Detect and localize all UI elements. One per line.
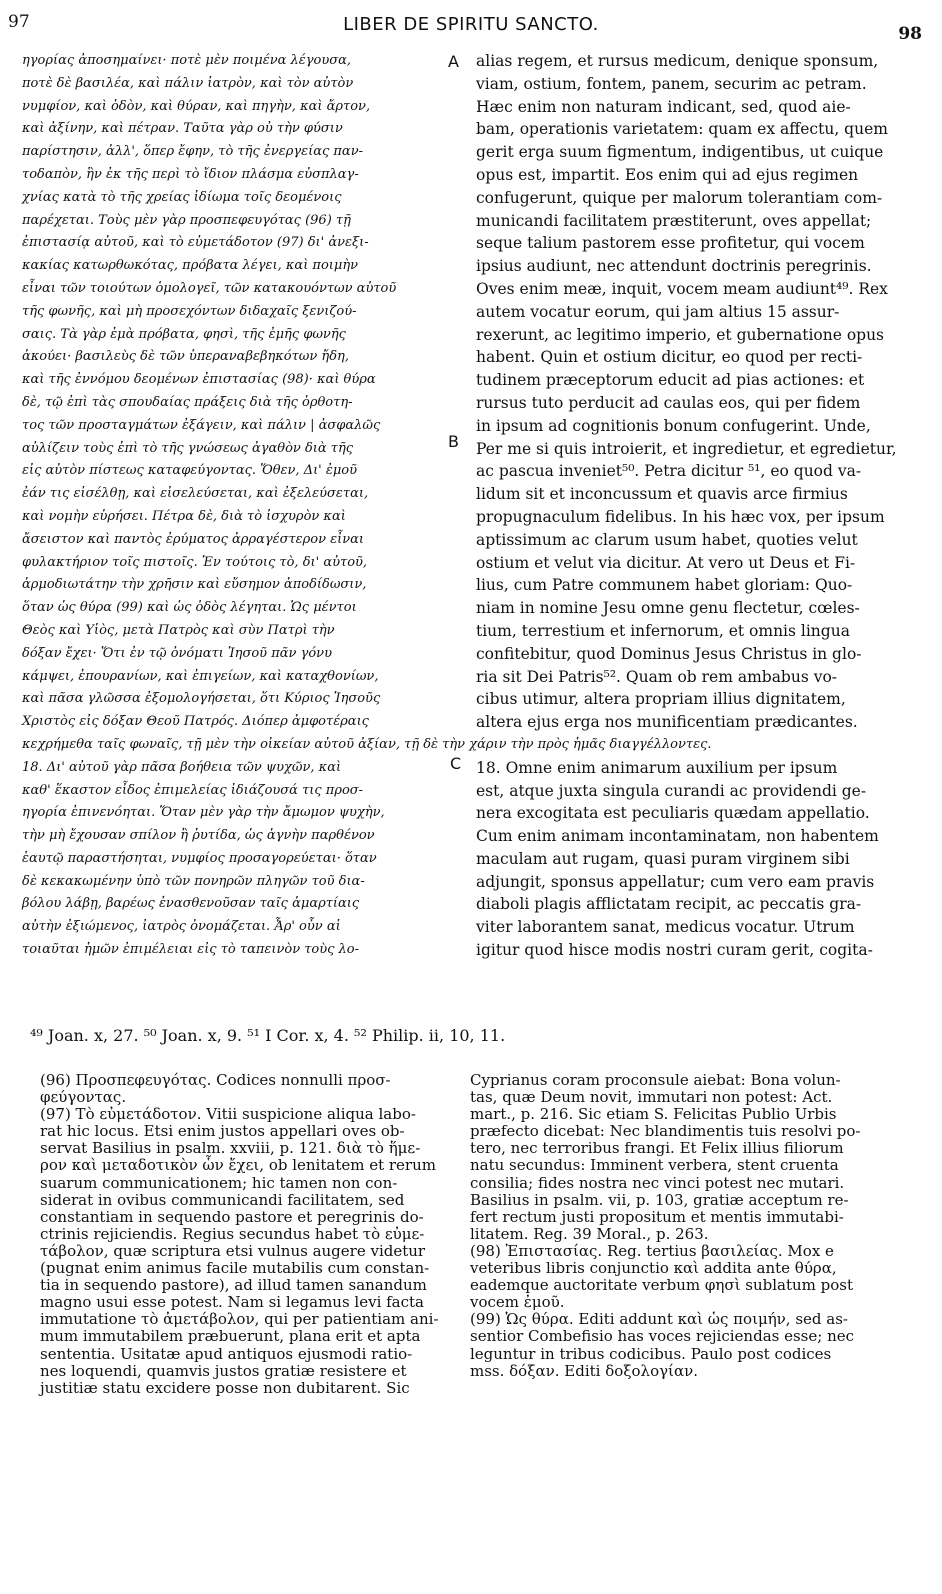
latin-line: igitur quod hisce modis nostri curam gerit, cogita- — [476, 941, 873, 960]
greek-line: ὅταν ὡς θύρα (99) καὶ ὡς ὁδὸς λέγηται. Ὡς μέντοι — [22, 600, 357, 616]
latin-line: propugnaculum fidelibus. In his hæc vox, per ipsum — [476, 507, 885, 526]
greek-line: αὐλίζειν τοὺς ἐπὶ τὸ τῆς γνώσεως ἀγαθὸν διὰ τῆς — [22, 440, 354, 456]
latin-line: gerit erga suum figmentum, indigentibus, ut cuique — [476, 143, 884, 162]
page-number-left: 97 — [8, 12, 30, 32]
greek-line: κεχρήμεθα ταῖς φωναῖς, τῇ μὲν τὴν οἰκείαν αὐτοῦ ἀξίαν, τῇ δὲ τὴν χάριν τὴν πρὸς ἡμᾶς διαγγέλλοντες. — [22, 736, 712, 752]
greek-line: ἁρμοδιωτάτην τὴν χρῆσιν καὶ εὔσημον ἀποδίδωσιν, — [22, 577, 367, 593]
latin-line: municandi facilitatem præstiterunt, oves appellat; — [476, 211, 872, 230]
latin-line: viter laborantem sanat, medicus vocatur. Utrum — [476, 918, 855, 937]
greek-line: χνίας κατὰ τὸ τῆς χρείας ἰδίωμα τοῖς δεομένοις — [22, 189, 342, 205]
greek-line: δόξαν ἔχει· Ὅτι ἐν τῷ ὀνόματι Ἰησοῦ πᾶν γόνυ — [22, 645, 332, 661]
commentary-line: immutatione τὸ ἀμετάβολον, qui per patientiam ani- — [40, 1310, 439, 1329]
commentary-line: præfecto dicebat: Nec blandimentis tuis resolvi po- — [470, 1122, 861, 1141]
latin-line: est, atque juxta singula curandi ac providendi ge- — [476, 781, 867, 800]
margin-marker-b: B — [448, 432, 459, 451]
latin-line: ria sit Dei Patris⁵². Quam ob rem ambabus vo- — [476, 667, 838, 686]
commentary-line: fert rectum justi propositum et mentis immutabi- — [470, 1207, 844, 1226]
commentary-line: nes loquendi, quamvis justos gratiæ resistere et — [40, 1361, 407, 1380]
greek-line: νυμφίον, καὶ ὁδὸν, καὶ θύραν, καὶ πηγὴν, καὶ ἄρτον, — [22, 98, 371, 114]
greek-line: κακίας κατωρθωκότας, πρόβατα λέγει, καὶ ποιμὴν — [22, 258, 359, 274]
greek-line: φυλακτήριον τοῖς πιστοῖς. Ἐν τούτοις τὸ, δι' αὐτοῦ, — [22, 554, 368, 570]
latin-line: autem vocatur eorum, qui jam altius 15 assur- — [476, 302, 840, 321]
commentary-line: veteribus libris conjunctio καὶ addita ante θύρα, — [470, 1259, 837, 1278]
commentary-line: sententia. Usitatæ apud antiquos ejusmodi ratio- — [40, 1344, 413, 1363]
greek-line: Θεὸς καὶ Υἱὸς, μετὰ Πατρὸς καὶ σὺν Πατρὶ τὴν — [22, 622, 335, 638]
latin-line: alias regem, et rursus medicum, denique sponsum, — [476, 52, 879, 70]
latin-line: niam in nomine Jesu omne genu flectetur, cœles- — [476, 599, 860, 618]
latin-line: altera ejus erga nos munificentiam prædicantes. — [476, 713, 858, 732]
commentary-line: justitiæ statu excidere posse non dubitarent. Sic — [40, 1378, 410, 1397]
latin-line: nera excogitata est peculiaris quædam appellatio. — [476, 804, 870, 823]
greek-line: σαις. Τὰ γὰρ ἐμὰ πρόβατα, φησὶ, τῆς ἐμῆς φωνῆς — [22, 326, 346, 342]
commentary-line: tero, nec terroribus frangi. Et Felix illius filiorum — [470, 1139, 844, 1158]
commentary-line: servat Basilius in psalm. xxviii, p. 121. διὰ τὸ ἥμε- — [40, 1139, 421, 1158]
commentary-line: vocem ἐμοῦ. — [470, 1293, 565, 1312]
latin-line: confugerunt, quique per malorum tolerantiam com- — [476, 188, 883, 207]
latin-line: cibus utimur, altera propriam illius dignitatem, — [476, 690, 846, 709]
greek-line: καὶ τῆς ἐννόμου δεομένων ἐπιστασίας (98)· καὶ θύρα — [22, 372, 376, 388]
commentary-line: Basilius in psalm. vii, p. 103, gratiæ acceptum re- — [470, 1190, 849, 1209]
margin-marker-c: C — [450, 754, 462, 773]
commentary-line: litatem. Reg. 39 Moral., p. 263. — [470, 1224, 709, 1243]
latin-text-column — [476, 50, 936, 962]
greek-line: τῆς φωνῆς, καὶ μὴ προσεχόντων διδαχαῖς ξενιζού- — [22, 303, 357, 319]
commentary-line: φεύγοντας. — [40, 1088, 127, 1107]
greek-line: καὶ νομὴν εὑρήσει. Πέτρα δὲ, διὰ τὸ ἰσχυρὸν καὶ — [22, 508, 346, 524]
greek-line: παρέχεται. Τοὺς μὲν γὰρ προσπεφευγότας (96) τῇ — [22, 212, 351, 228]
greek-line: ἀκούει· βασιλεὺς δὲ τῶν ὑπεραναβεβηκότων ἤδη, — [22, 349, 349, 365]
scripture-footnotes: ⁴⁹ Joan. x, 27. ⁵⁰ Joan. x, 9. ⁵¹ I Cor. x, 4. ⁵² Philip. ii, 10, 11. — [30, 1026, 506, 1045]
latin-line: adjungit, sponsus appellatur; cum vero eam pravis — [476, 872, 875, 891]
latin-line: maculam aut rugam, quasi puram virginem sibi — [476, 849, 850, 868]
latin-line: rexerunt, ac legitimo imperio, et gubernatione opus — [476, 325, 885, 344]
greek-line: καὶ πᾶσα γλῶσσα ἐξομολογήσεται, ὅτι Κύριος Ἰησοῦς — [22, 691, 381, 707]
commentary-line: tia in sequendo pastore), ad illud tamen sanandum — [40, 1276, 427, 1295]
greek-line: αὐτὴν ἐξιώμενος, ἰατρὸς ὀνομάζεται. Ἆρ' οὖν αἱ — [22, 919, 341, 935]
greek-line: καθ' ἕκαστον εἶδος ἐπιμελείας ἰδιάζουσά τις προσ- — [22, 782, 364, 798]
commentary-line: tas, quæ Deum novit, immutari non potest: Act. — [470, 1088, 833, 1107]
commentary-line: constantiam in sequendo pastore et peregrinis do- — [40, 1207, 424, 1226]
commentary-line: ctrinis rejiciendis. Regius secundus habet τὸ εὐμε- — [40, 1224, 425, 1243]
greek-line: παρίστησιν, ἀλλ', ὅπερ ἔφην, τὸ τῆς ἐνεργείας παν- — [22, 144, 364, 160]
latin-line: Oves enim meæ, inquit, vocem meam audiunt⁴⁹. Rex — [476, 279, 888, 298]
greek-line: 18. Δι' αὐτοῦ γὰρ πᾶσα βοήθεια τῶν ψυχῶν, καὶ — [22, 759, 342, 775]
latin-line: bam, operationis varietatem: quam ex affectu, quem — [476, 120, 888, 139]
greek-line: δὲ κεκακωμένην ὑπὸ τῶν πονηρῶν πληγῶν τοῦ δια- — [22, 873, 365, 889]
commentary-line: (97) Τὸ εὐμετάδοτον. Vitii suspicione aliqua labo- — [40, 1105, 416, 1124]
commentary-line: natu secundus: Imminent verbera, stent cruenta — [470, 1156, 839, 1175]
latin-line: ostium et velut via dicitur. At vero ut Deus et Fi- — [476, 553, 856, 572]
commentary-line: suarum communicationem; hic tamen non con- — [40, 1173, 398, 1192]
latin-line: rursus tuto perducit ad caulas eos, qui per fidem — [476, 393, 861, 412]
latin-line: Hæc enim non naturam indicant, sed, quod aie- — [476, 97, 851, 116]
latin-line: confitebitur, quod Dominus Jesus Christus in glo- — [476, 644, 862, 663]
greek-line: ηγορία ἐπινενόηται. Ὅταν μὲν γὰρ τὴν ἄμωμον ψυχὴν, — [22, 805, 385, 821]
commentary-line: eademque auctoritate verbum φησὶ sublatum post — [470, 1276, 853, 1295]
greek-line: τος τῶν προσταγμάτων ἐξάγειν, καὶ πάλιν | ἀσφαλῶς — [22, 417, 381, 433]
latin-line: habent. Quin et ostium dicitur, eo quod per recti- — [476, 348, 863, 367]
greek-line: εἶναι τῶν τοιούτων ὁμολογεῖ, τῶν κατακουόντων αὐτοῦ — [22, 280, 397, 296]
latin-line: viam, ostium, fontem, panem, securim ac petram. — [476, 74, 867, 93]
commentary-line: sentior Combefisio has voces rejiciendas esse; nec — [470, 1327, 855, 1346]
greek-line: ἄσειστον καὶ παντὸς ἐρύματος ἀρραγέστερον εἶναι — [22, 531, 365, 547]
latin-line: seque talium pastorem esse profitetur, qui vocem — [476, 234, 865, 253]
greek-line: τὴν μὴ ἔχουσαν σπίλον ἢ ῥυτίδα, ὡς ἁγνὴν παρθένον — [22, 828, 375, 844]
commentary-left-column — [40, 1072, 450, 1397]
commentary-line: leguntur in tribus codicibus. Paulo post codices — [470, 1344, 832, 1363]
greek-line: Χριστὸς εἰς δόξαν Θεοῦ Πατρός. Διόπερ ἀμφοτέραις — [22, 714, 369, 730]
commentary-line: rat hic locus. Etsi enim justos appellari oves ob- — [40, 1122, 405, 1141]
greek-line: κάμψει, ἐπουρανίων, καὶ ἐπιγείων, καὶ καταχθονίων, — [22, 668, 379, 684]
latin-line: in ipsum ad cognitionis bonum confugerint. Unde, — [476, 416, 871, 435]
commentary-line: consilia; fides nostra nec vinci potest nec mutari. — [470, 1173, 845, 1192]
greek-line: καὶ ἀξίνην, καὶ πέτραν. Ταῦτα γὰρ οὐ τὴν φύσιν — [22, 121, 343, 137]
running-title: LIBER DE SPIRITU SANCTO. — [343, 14, 599, 35]
latin-line: ac pascua inveniet⁵⁰. Petra dicitur ⁵¹, eo quod va- — [476, 462, 862, 481]
latin-line: Per me si quis introierit, et ingredietur, et egredietur, — [476, 439, 897, 458]
commentary-line: ρον καὶ μεταδοτικὸν ὧν ἔχει, ob lenitatem et rerum — [40, 1156, 436, 1175]
margin-marker-a: A — [448, 52, 459, 71]
commentary-line: Cyprianus coram proconsule aiebat: Bona volun- — [470, 1071, 841, 1089]
page-number-right: 98 — [898, 24, 922, 44]
greek-line: ἐάν τις εἰσέλθῃ, καὶ εἰσελεύσεται, καὶ ἐξελεύσεται, — [22, 486, 369, 502]
latin-line: tudinem præceptorum educit ad pias actiones: et — [476, 371, 865, 390]
latin-line: ipsius audiunt, nec attendunt doctrinis peregrinis. — [476, 257, 872, 276]
commentary-line: mss. δόξαν. Editi δοξολογίαν. — [470, 1361, 698, 1380]
greek-line: ποτὲ δὲ βασιλέα, καὶ πάλιν ἰατρὸν, καὶ τὸν αὐτὸν — [22, 75, 354, 91]
latin-line: tium, terrestium et infernorum, et omnis lingua — [476, 621, 850, 640]
greek-line: εἰς αὐτὸν πίστεως καταφεύγοντας. Ὅθεν, Δι' ἐμοῦ — [22, 463, 358, 479]
greek-line: ἐπιστασίᾳ αὐτοῦ, καὶ τὸ εὐμετάδοτον (97) δι' ἀνεξι- — [22, 235, 369, 251]
latin-line: opus est, impartit. Eos enim qui ad ejus regimen — [476, 165, 859, 184]
commentary-line: τάβολον, quæ scriptura etsi vulnus augere videtur — [40, 1241, 426, 1260]
commentary-right-column — [470, 1072, 910, 1380]
greek-line: ἑαυτῷ παραστήσηται, νυμφίος προσαγορεύεται· ὅταν — [22, 850, 377, 866]
latin-line: diaboli plagis afflictatam recipit, ac peccatis gra- — [476, 895, 862, 914]
commentary-line: siderat in ovibus communicandi facilitatem, sed — [40, 1190, 405, 1209]
commentary-line: mum immutabilem præbuerunt, plana erit et apta — [40, 1327, 421, 1346]
greek-line: ηγορίας ἀποσημαίνει· ποτὲ μὲν ποιμένα λέγουσα, — [22, 53, 352, 68]
commentary-line: (98) Ἐπιστασίας. Reg. tertius βασιλείας. Mox e — [470, 1241, 834, 1260]
commentary-line: mart., p. 216. Sic etiam S. Felicitas Publio Urbis — [470, 1105, 837, 1124]
latin-line — [476, 734, 936, 757]
greek-line: τοδαπὸν, ἣν ἐκ τῆς περὶ τὸ ἴδιον πλάσμα εὐσπλαγ- — [22, 166, 359, 182]
greek-line: βόλου λάβῃ, βαρέως ἐνασθενοῦσαν ταῖς ἁμαρτίαις — [22, 896, 360, 912]
latin-line: Cum enim animam incontaminatam, non habentem — [476, 827, 879, 846]
commentary-line: magno usui esse potest. Nam si legamus levi facta — [40, 1293, 425, 1312]
greek-line: δὲ, τῷ ἐπὶ τὰς σπουδαίας πράξεις διὰ τῆς ὀρθοτη- — [22, 394, 353, 410]
latin-line: lidum sit et inconcussum et quavis arce firmius — [476, 485, 848, 504]
latin-line: lius, cum Patre communem habet gloriam: Quo- — [476, 576, 853, 595]
greek-line: τοιαῦται ἡμῶν ἐπιμέλειαι εἰς τὸ ταπεινὸν τοὺς λο- — [22, 942, 360, 958]
commentary-line: (96) Προσπεφευγότας. Codices nonnulli προσ- — [40, 1071, 391, 1089]
commentary-line: (pugnat enim animus facile mutabilis cum constan- — [40, 1259, 430, 1278]
latin-line: 18. Omne enim animarum auxilium per ipsum — [476, 758, 838, 777]
latin-line: aptissimum ac clarum usum habet, quoties velut — [476, 530, 858, 549]
commentary-line: (99) Ὡς θύρα. Editi addunt καὶ ὡς ποιμήν, sed as- — [470, 1310, 848, 1329]
